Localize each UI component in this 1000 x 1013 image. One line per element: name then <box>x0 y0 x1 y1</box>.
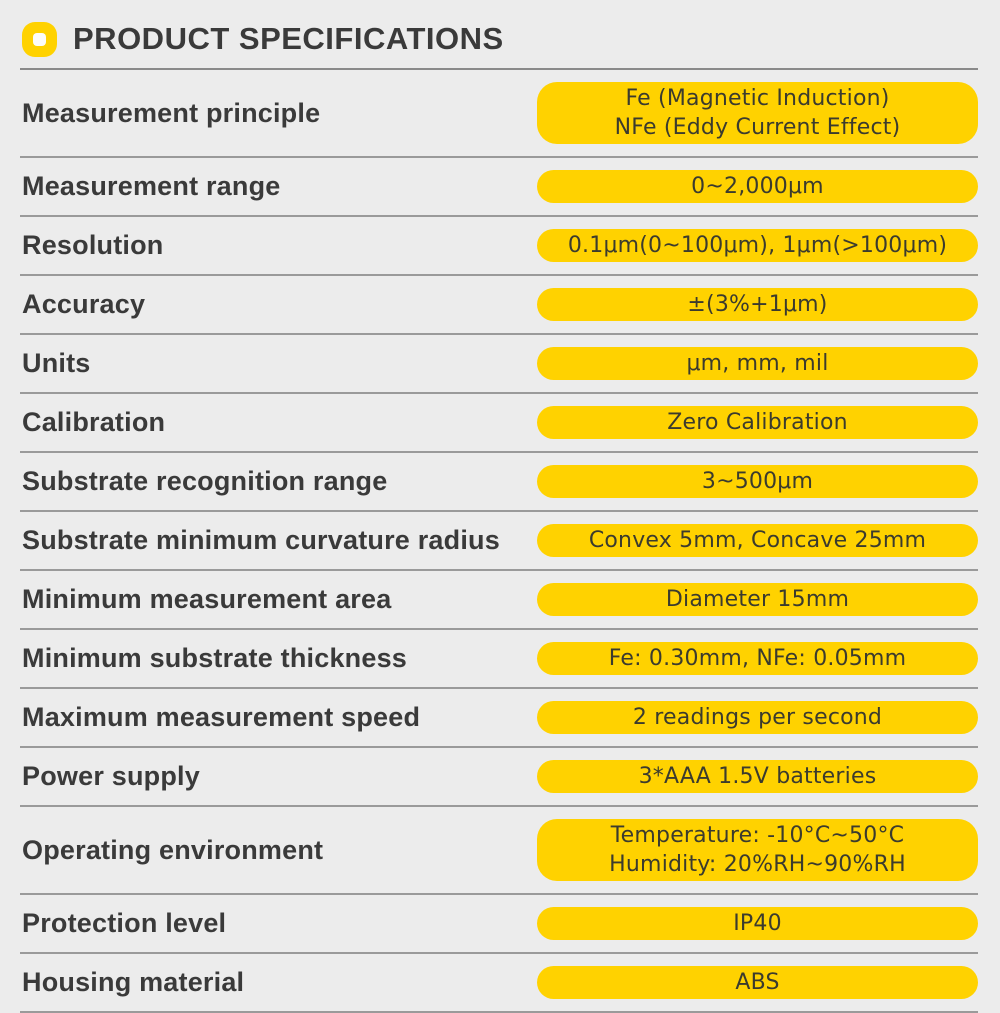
spec-label: Maximum measurement speed <box>22 702 421 732</box>
spec-value-pill <box>537 347 978 380</box>
spec-value-line: 3*AAA 1.5V batteries <box>638 764 877 789</box>
spec-table <box>20 70 978 1013</box>
spec-label: Units <box>22 348 91 378</box>
spec-label: Resolution <box>22 230 164 260</box>
spec-value-pill <box>537 524 978 557</box>
spec-label: Minimum measurement area <box>22 584 392 614</box>
spec-row <box>20 571 978 630</box>
spec-value-pill <box>537 229 978 262</box>
spec-value-pill <box>537 760 978 793</box>
spec-value-line: Fe (Magnetic Induction) <box>625 86 890 111</box>
spec-value-line: IP40 <box>733 911 782 936</box>
spec-value-line: ABS <box>735 970 780 995</box>
spec-value-line: Convex 5mm, Concave 25mm <box>588 528 927 553</box>
spec-label: Calibration <box>22 407 166 437</box>
spec-value-line: 0~2,000μm <box>691 174 824 199</box>
spec-row <box>20 217 978 276</box>
spec-value-line: Diameter 15mm <box>665 587 850 612</box>
ring-square-icon-hole <box>33 33 46 46</box>
spec-row <box>20 630 978 689</box>
page-title: PRODUCT SPECIFICATIONS <box>73 21 504 56</box>
spec-value-line: NFe (Eddy Current Effect) <box>614 115 901 140</box>
spec-label: Power supply <box>22 761 200 791</box>
spec-value-line: ±(3%+1μm) <box>687 292 828 317</box>
spec-label: Substrate minimum curvature radius <box>22 525 500 555</box>
spec-row <box>20 807 978 895</box>
spec-row <box>20 512 978 571</box>
spec-value-line: 0.1μm(0~100μm), 1μm(>100μm) <box>567 233 948 258</box>
spec-label: Substrate recognition range <box>22 466 388 496</box>
spec-value-pill <box>537 82 978 144</box>
spec-value-line: μm, mm, mil <box>686 351 829 376</box>
spec-row <box>20 689 978 748</box>
spec-value-pill <box>537 170 978 203</box>
spec-label: Measurement principle <box>22 97 321 128</box>
spec-value-line: Temperature: -10°C~50°C <box>610 823 905 848</box>
spec-row <box>20 276 978 335</box>
spec-value-line: Fe: 0.30mm, NFe: 0.05mm <box>608 646 907 671</box>
spec-value-line: Humidity: 20%RH~90%RH <box>609 852 906 877</box>
spec-label: Operating environment <box>22 834 324 865</box>
spec-value-pill <box>537 966 978 999</box>
spec-row <box>20 158 978 217</box>
spec-value-pill <box>537 642 978 675</box>
spec-value-pill <box>537 288 978 321</box>
spec-row <box>20 70 978 158</box>
ring-square-icon <box>22 22 57 57</box>
spec-row <box>20 335 978 394</box>
spec-label: Protection level <box>22 908 227 938</box>
spec-value-line: 3~500μm <box>701 469 814 494</box>
spec-value-line: Zero Calibration <box>667 410 848 435</box>
spec-value-line: 2 readings per second <box>632 705 883 730</box>
spec-label: Housing material <box>22 967 245 997</box>
spec-label: Measurement range <box>22 171 281 201</box>
spec-row <box>20 954 978 1013</box>
spec-value-pill <box>537 465 978 498</box>
spec-value-pill <box>537 406 978 439</box>
spec-row <box>20 895 978 954</box>
spec-value-pill <box>537 583 978 616</box>
spec-label: Minimum substrate thickness <box>22 643 407 673</box>
spec-value-pill <box>537 701 978 734</box>
spec-value-pill <box>537 907 978 940</box>
spec-row <box>20 453 978 512</box>
spec-row <box>20 748 978 807</box>
header <box>20 0 978 70</box>
spec-row <box>20 394 978 453</box>
spec-value-pill <box>537 819 978 881</box>
spec-label: Accuracy <box>22 289 146 319</box>
